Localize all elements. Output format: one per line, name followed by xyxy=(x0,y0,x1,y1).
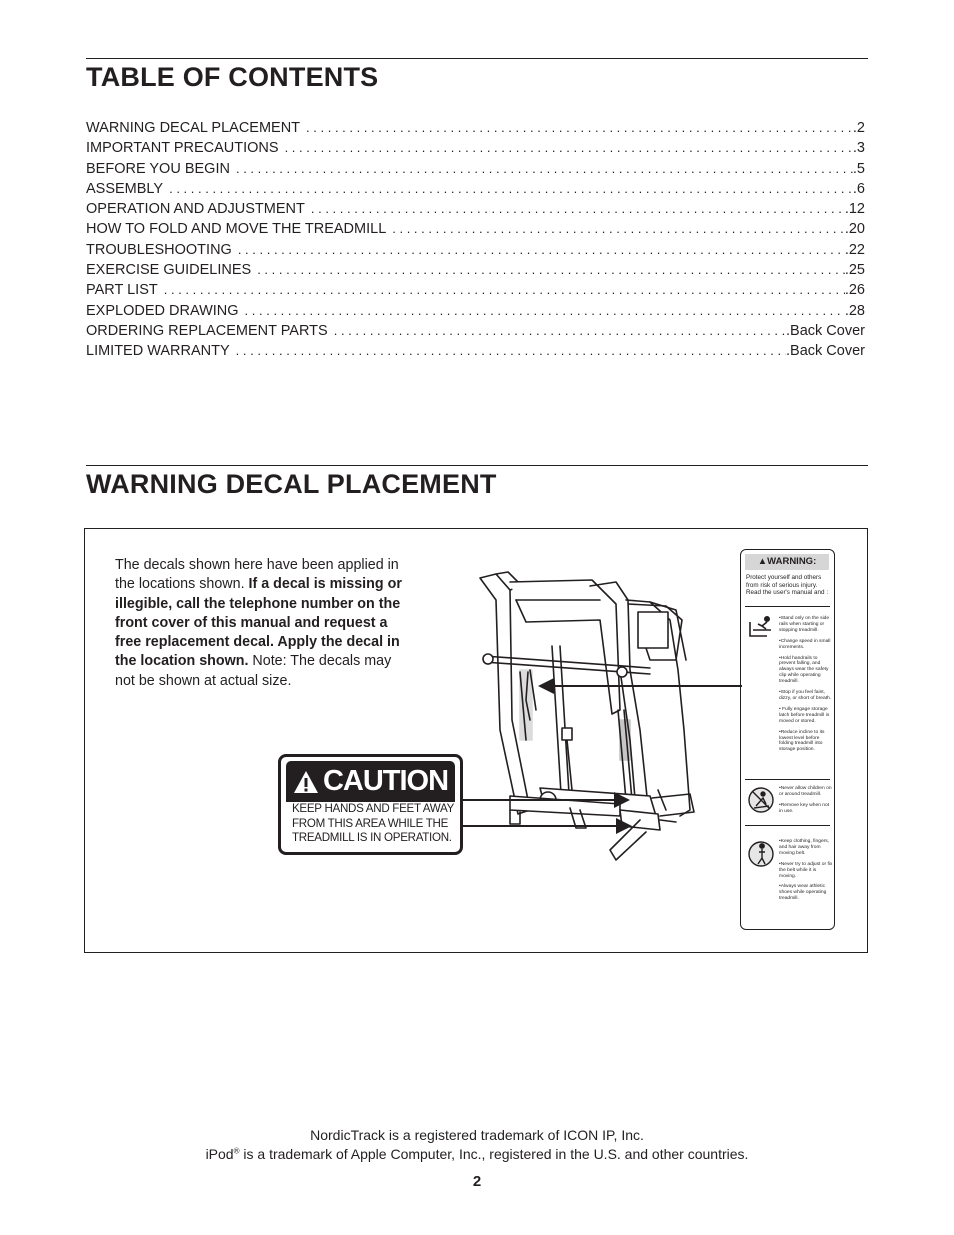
toc-entry-title: OPERATION AND ADJUSTMENT xyxy=(86,201,305,218)
toc-leader-dots xyxy=(257,260,845,280)
toc-leader-dots xyxy=(306,118,853,138)
warning-bullet: •Hold handrails to prevent falling, and always wear the safety clip while operating treadmill. xyxy=(779,655,829,685)
footer-trademark-1: NordicTrack is a registered trademark of ICON IP, Inc. xyxy=(310,1127,644,1143)
toc-entry xyxy=(86,301,865,321)
toc-leader-dots xyxy=(164,280,845,300)
toc-leader-dots xyxy=(236,341,786,361)
toc-entry-title: LIMITED WARRANTY xyxy=(86,343,230,360)
caution-header xyxy=(286,761,455,802)
toc-leader-dots xyxy=(334,321,786,341)
toc-entry-title: HOW TO FOLD AND MOVE THE TREADMILL xyxy=(86,221,387,238)
entanglement-icon xyxy=(747,840,775,868)
caution-line-1: KEEP HANDS AND FEET AWAY xyxy=(292,802,455,815)
warning-group-1 xyxy=(779,616,833,758)
toc-entry xyxy=(86,199,865,219)
toc-entry-page: .28 xyxy=(844,302,865,319)
toc-entry-title: TROUBLESHOOTING xyxy=(86,241,232,258)
toc-entry-page: .Back Cover xyxy=(786,343,865,360)
toc-entry-title: EXPLODED DRAWING xyxy=(86,302,239,319)
runner-fall-icon xyxy=(747,614,775,642)
intro-plain-1: The decals shown here have been applied in the locations shown. xyxy=(115,557,399,593)
toc-entry-title: ASSEMBLY xyxy=(86,180,164,197)
caution-body xyxy=(292,802,462,846)
decal-intro-text xyxy=(115,556,411,691)
warning-decal-title: WARNING: xyxy=(767,556,817,567)
trademark-2-text: is a trademark of Apple Computer, Inc., registered in the U.S. and other countries. xyxy=(239,1146,749,1162)
toc-entry xyxy=(86,118,865,138)
warning-bullet: •Change speed in small increments. xyxy=(779,638,831,650)
toc-leader-dots xyxy=(238,240,845,260)
warning-bullet: • Fully engage storage latch before treadmill is moved or stored. xyxy=(779,706,830,724)
decal-heading: WARNING DECAL PLACEMENT xyxy=(86,469,497,499)
toc-entry-title: ORDERING REPLACEMENT PARTS xyxy=(86,322,328,339)
toc-entry xyxy=(86,138,865,158)
toc-entry-page: .Back Cover xyxy=(786,322,865,339)
warning-bullet: •Never allow children on or around treadmill. xyxy=(779,786,832,797)
caution-decal xyxy=(278,754,463,855)
toc-entry-page: .12 xyxy=(844,201,865,218)
toc-leader-dots xyxy=(169,179,853,199)
toc-entry-page: .5 xyxy=(852,160,865,177)
footer-trademark-2 xyxy=(0,1146,954,1162)
toc-leader-dots xyxy=(392,219,845,239)
toc-entry-title: WARNING DECAL PLACEMENT xyxy=(86,120,301,136)
caution-line-3: TREADMILL IS IN OPERATION. xyxy=(292,831,452,844)
warning-bullet: •Stand only on the side rails when starting or stopping treadmill. xyxy=(779,616,830,633)
toc-entry-title: BEFORE YOU BEGIN xyxy=(86,160,230,177)
toc-list xyxy=(86,118,865,362)
caution-title: CAUTION xyxy=(322,765,449,797)
page-number: 2 xyxy=(472,1173,482,1190)
toc-entry xyxy=(86,159,865,179)
decal-top-rule xyxy=(86,465,868,466)
toc-entry-page: .2 xyxy=(852,120,865,136)
warning-bullet: •Always wear athletic shoes while operating treadmill. xyxy=(779,884,827,902)
warning-group-3 xyxy=(779,839,833,907)
toc-leader-dots xyxy=(236,159,853,179)
warning-group-2 xyxy=(779,786,833,820)
registered-mark: ® xyxy=(233,1146,240,1156)
warning-bullet: •Keep clothing, fingers, and hair away from moving belt. xyxy=(779,839,830,856)
warning-decal-header: ▲WARNING: xyxy=(745,554,829,570)
warning-decal-intro: Protect yourself and others from risk of serious injury. Read the user's manual and : xyxy=(746,574,829,597)
warning-bullet: •Remove key when not in use. xyxy=(779,802,830,814)
toc-entry xyxy=(86,240,865,260)
toc-entry-page: .3 xyxy=(852,140,865,157)
intro-plain-2: Note: The decals may not be shown at actual size. xyxy=(115,653,392,689)
toc-entry-page: .6 xyxy=(852,180,865,197)
toc-entry-title: PART LIST xyxy=(86,282,158,299)
toc-leader-dots xyxy=(285,138,853,158)
toc-entry xyxy=(86,321,865,341)
toc-entry-page: .26 xyxy=(844,282,865,299)
toc-entry-title: IMPORTANT PRECAUTIONS xyxy=(86,140,279,157)
toc-entry xyxy=(86,280,865,300)
toc-top-rule xyxy=(86,58,868,59)
warning-bullet: •Reduce incline to its lowest level before folding treadmill into storage position. xyxy=(779,729,825,753)
toc-heading: TABLE OF CONTENTS xyxy=(86,62,379,92)
warning-bullet: •Never try to adjust or fix the belt while it is moving. xyxy=(779,861,833,879)
warning-decal-divider-3 xyxy=(745,825,830,826)
toc-entry-page: .25 xyxy=(844,262,865,279)
toc-leader-dots xyxy=(311,199,845,219)
warning-decal-divider xyxy=(745,606,830,607)
intro-bold: If a decal is missing or illegible, call the telephone number on the front cover of this manual and request a free replacement decal. Apply the decal in the location shown. xyxy=(115,576,402,670)
warning-triangle-icon xyxy=(293,769,319,795)
toc-entry-page: .22 xyxy=(844,241,865,258)
no-children-icon xyxy=(747,786,775,814)
warning-bullet: •Stop if you feel faint, dizzy, or short of breath. xyxy=(779,690,832,701)
toc-entry-page: .20 xyxy=(844,221,865,238)
treadmill-drawing xyxy=(470,560,742,870)
toc-leader-dots xyxy=(245,301,845,321)
toc-entry xyxy=(86,179,865,199)
toc-entry xyxy=(86,341,865,361)
warning-decal-divider-2 xyxy=(745,779,830,780)
toc-entry xyxy=(86,260,865,280)
toc-entry-title: EXERCISE GUIDELINES xyxy=(86,262,252,279)
caution-line-2: FROM THIS AREA WHILE THE xyxy=(292,816,449,830)
warning-decal xyxy=(740,549,835,930)
toc-entry xyxy=(86,219,865,239)
ipod-word: iPod xyxy=(205,1146,234,1162)
